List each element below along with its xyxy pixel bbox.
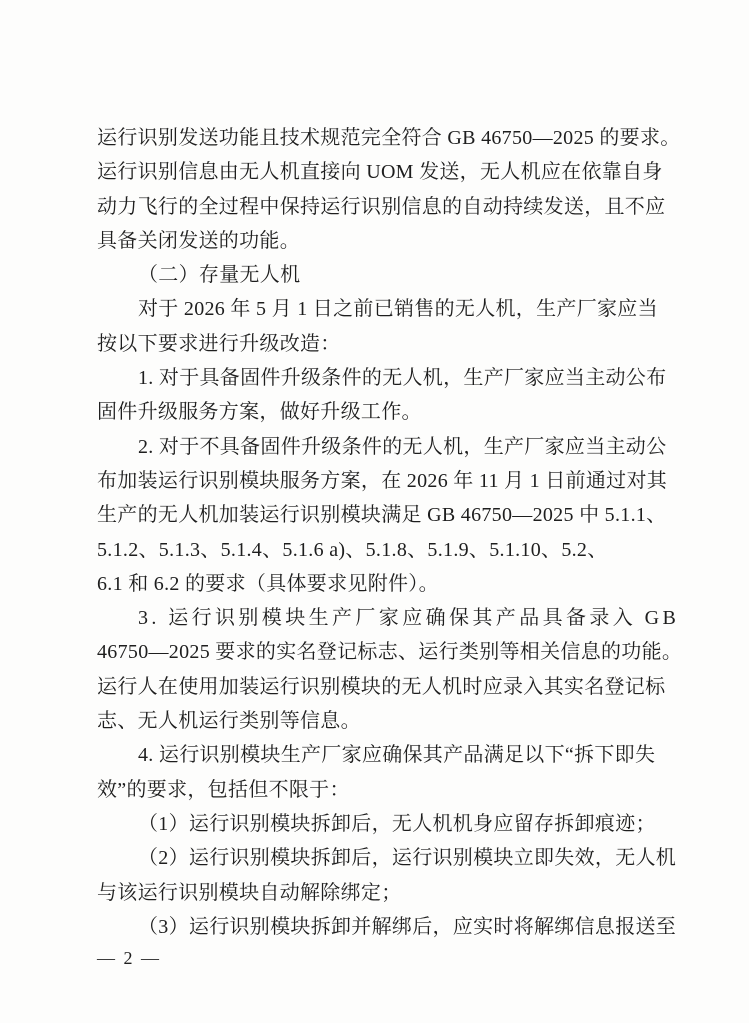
text-line: 生产的无人机加装运行识别模块满足 GB 46750—2025 中 5.1.1、 <box>97 504 667 527</box>
text-line: 动力飞行的全过程中保持运行识别信息的自动持续发送，且不应 <box>97 195 666 218</box>
text-line: 运行人在使用加装运行识别模块的无人机时应录入其实名登记标 <box>97 675 666 698</box>
text-line: 运行识别发送功能且技术规范完全符合 GB 46750—2025 的要求。 <box>97 127 681 149</box>
text-line: 4. 运行识别模块生产厂家应确保其产品满足以下“拆下即失 <box>138 744 656 767</box>
text-line: 46750—2025 要求的实名登记标志、运行类别等相关信息的功能。 <box>97 641 683 664</box>
text-line: 对于 2026 年 5 月 1 日之前已销售的无人机，生产厂家应当 <box>138 298 658 321</box>
document-body <box>97 121 683 944</box>
text-line: 布加装运行识别模块服务方案，在 2026 年 11 月 1 日前通过对其 <box>97 469 668 492</box>
text-line: 效”的要求，包括但不限于： <box>97 778 350 801</box>
text-line: 6.1 和 6.2 的要求（具体要求见附件）。 <box>97 572 439 595</box>
text-line section-heading: （二）存量无人机 <box>138 264 301 287</box>
text-line: 固件升级服务方案，做好升级工作。 <box>97 401 422 424</box>
text-line: 3. 运行识别模块生产厂家应确保其产品具备录入 GB <box>138 607 680 630</box>
text-line: 具备关闭发送的功能。 <box>97 229 300 252</box>
text-line: 与该运行识别模块自动解除绑定； <box>97 881 402 904</box>
text-line: 2. 对于不具备固件升级条件的无人机，生产厂家应当主动公 <box>138 435 667 458</box>
text-line: （1）运行识别模块拆卸后，无人机机身应留存拆卸痕迹； <box>138 812 656 835</box>
text-line: 运行识别信息由无人机直接向 UOM 发送，无人机应在依靠自身 <box>97 161 663 184</box>
text-line: （3）运行识别模块拆卸并解绑后，应实时将解绑信息报送至 <box>138 915 677 938</box>
text-line: 志、无人机运行类别等信息。 <box>97 710 361 733</box>
text-line: 按以下要求进行升级改造： <box>97 332 341 355</box>
text-line: 5.1.2、5.1.3、5.1.4、5.1.6 a)、5.1.8、5.1.9、5.1.10、5.2、 <box>97 538 608 561</box>
text-line: （2）运行识别模块拆卸后，运行识别模块立即失效，无人机 <box>138 847 677 870</box>
text-line: 1. 对于具备固件升级条件的无人机，生产厂家应当主动公布 <box>138 367 667 390</box>
page-number: — 2 — <box>97 948 161 968</box>
